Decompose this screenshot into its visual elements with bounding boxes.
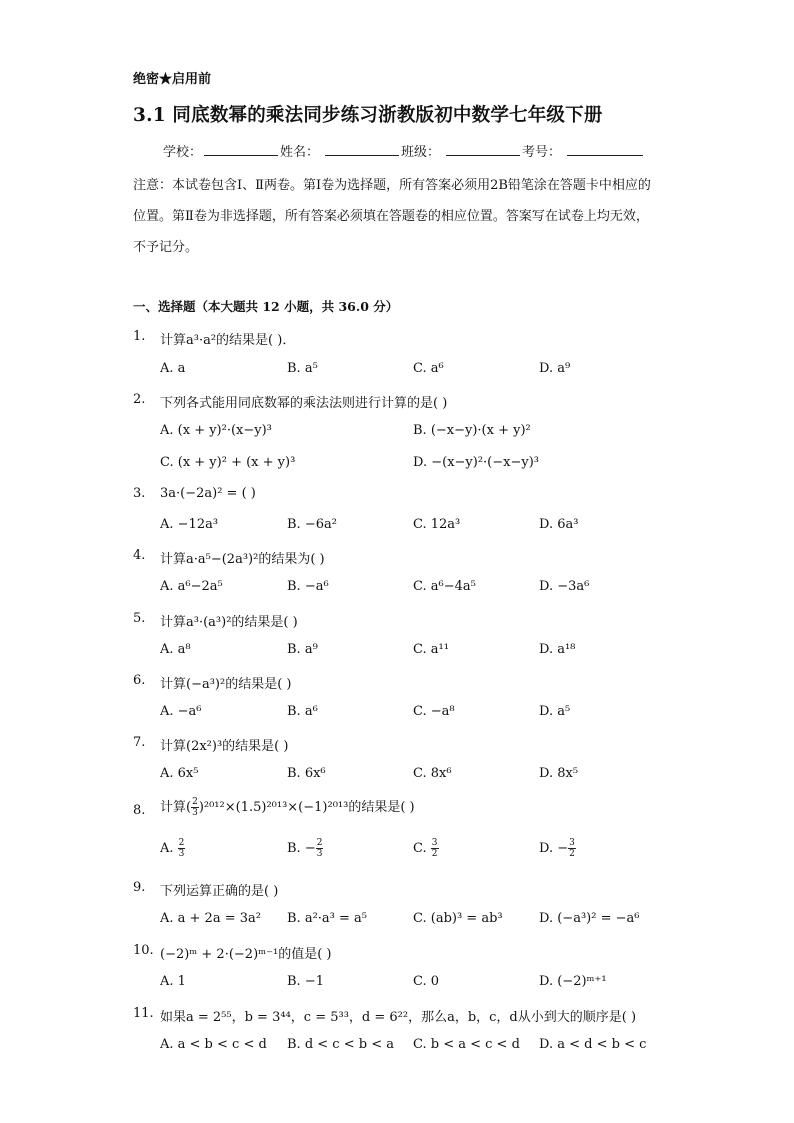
option-d: D. 6a³ — [539, 517, 579, 532]
option-d: D. 8x⁵ — [539, 766, 579, 781]
school-label: 学校： — [163, 145, 203, 160]
option-d: D. a⁹ — [539, 361, 571, 376]
option-b: B. −a⁶ — [287, 579, 329, 594]
option-a: A. $\frac{2}{3}$ — [160, 838, 185, 859]
question-stem: 计算(−a³)²的结果是( ) — [160, 677, 292, 692]
question-stem — [160, 796, 415, 818]
option-a: A. (x + y)²·(x−y)³ — [160, 423, 272, 438]
question-number: 11. — [133, 1006, 154, 1021]
option-d: D. (−2)ᵐ⁺¹ — [539, 974, 607, 989]
question-stem: 计算a·a⁵−(2a³)²的结果为( ) — [160, 552, 325, 567]
option-c: C. −a⁸ — [413, 704, 455, 719]
option-c: C. 12a³ — [413, 517, 461, 532]
question-stem: 计算a³·(a³)²的结果是( ) — [160, 615, 298, 630]
option-c: C. (x + y)² + (x + y)³ — [160, 455, 296, 470]
option-a: A. −a⁶ — [160, 704, 202, 719]
question-number: 2. — [133, 392, 146, 407]
option-d: D. a⁵ — [539, 704, 571, 719]
school-blank — [204, 142, 278, 156]
question-stem: 下列运算正确的是( ) — [160, 884, 279, 899]
option-c: C. (ab)³ = ab³ — [413, 911, 503, 926]
option-b: B. (−x−y)·(x + y)² — [413, 423, 531, 438]
option-d: D. −3a⁶ — [539, 579, 590, 594]
option-c: C. a⁶−4a⁵ — [413, 579, 476, 594]
option-b: B. a⁹ — [287, 642, 318, 657]
fraction: $\frac{2}{3}$ — [192, 797, 198, 818]
question-number: 3. — [133, 486, 146, 501]
notice-text: 注意：本试卷包含Ⅰ、Ⅱ两卷。第Ⅰ卷为选择题，所有答案必须用2B铅笔涂在答题卡中相应的位置。第Ⅱ卷为非选择题，所有答案必须填在答题卷的相应位置。答案写在试卷上均无效，不予记分。 — [133, 178, 651, 255]
question-stem: 下列各式能用同底数幂的乘法法则进行计算的是( ) — [160, 396, 448, 411]
question-stem: (−2)ᵐ + 2·(−2)ᵐ⁻¹的值是( ) — [160, 947, 332, 962]
stem-suffix: )²⁰¹²×(1.5)²⁰¹³×(−1)²⁰¹³的结果是( ) — [198, 800, 415, 815]
question-stem: 计算a³·a²的结果是( )． — [160, 333, 296, 348]
option-d: D. −(x−y)²·(−x−y)³ — [413, 455, 539, 470]
student-info-line — [163, 141, 645, 160]
option-a: A. a < b < c < d — [160, 1037, 267, 1052]
name-label: 姓名： — [280, 145, 320, 160]
option-b: B. a²·a³ = a⁵ — [287, 911, 367, 926]
option-a: A. a — [160, 361, 186, 376]
option-b: B. a⁵ — [287, 361, 318, 376]
name-blank — [325, 142, 399, 156]
option-c: C. $\frac{3}{2}$ — [413, 838, 438, 859]
option-c: C. 0 — [413, 974, 440, 989]
exam-no-blank — [567, 142, 643, 156]
option-d: D. a¹⁸ — [539, 642, 576, 657]
question-number: 8. — [133, 803, 146, 818]
question-stem: 如果a = 2⁵⁵，b = 3⁴⁴，c = 5³³，d = 6²²，那么a，b，c，d从小到大的顺序是( ) — [160, 1010, 637, 1025]
option-b: B. − $\frac{2}{3}$ — [287, 838, 323, 859]
question-number: 9. — [133, 880, 146, 895]
option-a: A. a⁶−2a⁵ — [160, 579, 223, 594]
class-blank — [446, 142, 520, 156]
option-c: C. 8x⁶ — [413, 766, 452, 781]
class-label: 班级： — [401, 145, 441, 160]
option-a: A. −12a³ — [160, 517, 219, 532]
option-a: A. 6x⁵ — [160, 766, 199, 781]
question-stem: 计算(2x²)³的结果是( ) — [160, 739, 289, 754]
option-b: B. −6a² — [287, 517, 337, 532]
option-a: A. a⁸ — [160, 642, 191, 657]
option-a: A. 1 — [160, 974, 186, 989]
page-title: 3.1 同底数幂的乘法同步练习浙教版初中数学七年级下册 — [133, 105, 603, 126]
option-d: D. (−a³)² = −a⁶ — [539, 911, 640, 926]
option-d: D. − $\frac{3}{2}$ — [539, 838, 575, 859]
option-a: A. a + 2a = 3a² — [160, 911, 261, 926]
option-b: B. d < c < b < a — [287, 1037, 394, 1052]
option-d: D. a < d < b < c — [539, 1037, 647, 1052]
question-number: 10. — [133, 943, 154, 958]
secret-label: 绝密★启用前 — [133, 72, 212, 87]
section-title: 一、选择题（本大题共 12 小题，共 36.0 分） — [133, 299, 399, 314]
exam-no-label: 考号： — [522, 145, 562, 160]
question-number: 5. — [133, 611, 146, 626]
stem-prefix: 计算( — [160, 800, 192, 815]
option-b: B. 6x⁶ — [287, 766, 326, 781]
option-b: B. a⁶ — [287, 704, 318, 719]
question-stem: 3a·(−2a)² = ( ) — [160, 486, 256, 501]
question-number: 6. — [133, 673, 146, 688]
option-c: C. a¹¹ — [413, 642, 449, 657]
option-c: C. a⁶ — [413, 361, 444, 376]
option-c: C. b < a < c < d — [413, 1037, 520, 1052]
question-number: 7. — [133, 735, 146, 750]
question-number: 4. — [133, 548, 146, 563]
question-number: 1. — [133, 329, 146, 344]
option-b: B. −1 — [287, 974, 324, 989]
